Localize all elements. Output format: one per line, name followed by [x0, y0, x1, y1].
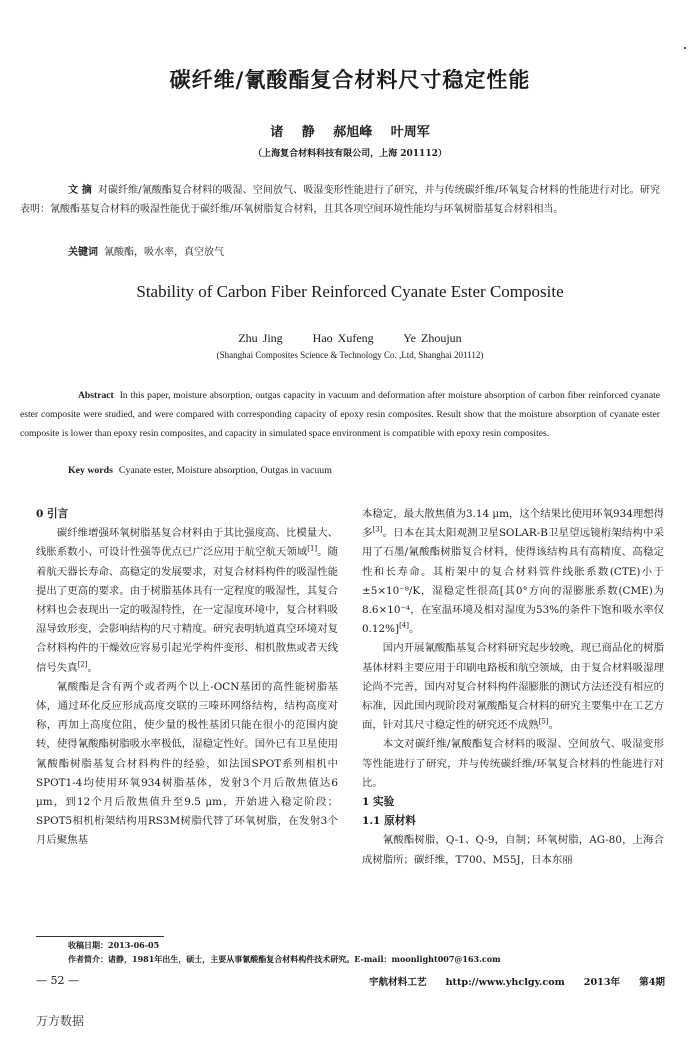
body-column-right [362, 505, 664, 870]
keywords-chinese [68, 243, 224, 258]
keywords-english [68, 465, 332, 476]
section-heading-intro: 0 引言 [36, 508, 69, 520]
keywords-chinese-label: 关键词 [68, 247, 98, 258]
paragraph: 碳纤维增强环氧树脂基复合材料由于其比强度高、比模量大、线胀系数小、可设计性强等优点已广泛应用于航空航天领域[1]。随着航天器长寿命、高稳定的发展要求，对复合材料构件的吸湿性能提出了更高的要求。由于树脂基体具有一定程度的吸湿性，其复合材料也会表现出一定的吸湿特性，在一定湿度环境中，复合材料吸湿导致形变，会影响结构的尺寸精度。研究表明轨道真空环境对复合材料构件的干燥效应容易引起光学构件变形、相机散焦或者天线信号失真[2]。 [36, 527, 339, 674]
paragraph: 氰酸酯树脂，Q-1、Q-9，自制；环氧树脂，AG-80，上海合成树脂所；碳纤维，T700、M55J，日本东丽 [362, 834, 664, 866]
keywords-english-text: Cyanate ester, Moisture absorption, Outgas in vacuum [118, 465, 332, 476]
authors-english: Zhu Jing Hao Xufeng Ye Zhoujun [238, 331, 462, 345]
paragraph: 氰酸酯是含有两个或者两个以上-OCN基团的高性能树脂基体，通过环化反应形成高度交联的三嗪环网络结构，结构高度对称，再加上高度位阻，使少量的极性基团只能在很小的范围内旋转，使得氰酸酯树脂吸水率极低，湿稳定性好。国外已有卫星使用氰酸酯树脂基复合材料构件的经验，如法国SPOT系列相机中SPOT1-4均使用环氧934树脂基体，发射3个月后散焦值达6 μm，到12个月后散焦值升至9.5 μm，开始进入稳定阶段；SPOT5相机桁架结构用RS3M树脂代替了环氧树脂，在发射3个月后聚焦基 [36, 680, 338, 847]
keywords-chinese-text: 氰酸酯，吸水率，真空放气 [104, 247, 224, 258]
abstract-chinese-label: 文 摘 [68, 185, 92, 196]
section-heading-experiment: 1 实验 [362, 796, 395, 809]
section-heading-materials: 1.1 原材料 [362, 815, 416, 828]
affiliation-chinese: （上海复合材料科技有限公司，上海 201112） [253, 149, 447, 159]
affiliation-english: (Shanghai Composites Science & Technology Co. ,Ltd, Shanghai 201112) [216, 350, 484, 360]
footnote-received: 收稿日期：2013-06-05 [68, 940, 160, 950]
abstract-english-label: Abstract [78, 390, 114, 401]
authors-chinese: 诸 静 郝旭峰 叶周军 [270, 125, 430, 140]
citation: [2] [77, 660, 88, 669]
footnote-divider [36, 936, 164, 937]
citation: [4] [399, 621, 409, 630]
citation: [1] [307, 544, 318, 553]
journal-footer: 宇航材料工艺 http://www.yhclgy.com 2013年 第4期 [369, 977, 665, 988]
abstract-english-text: In this paper, moisture absorption, outgas capacity in vacuum and deformation after moisture absorption of carbon fiber reinforced cyanate ester composite were studied, and were compared with corresponding capacity of epoxy resin composites. Result show that the moisture absorption of cyanate ester composite is lower than epoxy resin composites, and capacity in simulated space environment is compatible with epoxy resin composites. [20, 390, 660, 439]
body-column-left [36, 505, 338, 851]
page-number: — 52 — [36, 974, 79, 987]
title-english: Stability of Carbon Fiber Reinforced Cyanate Ester Composite [136, 282, 564, 301]
citation: [3] [372, 525, 383, 534]
watermark-text: 万方数据 [36, 1014, 85, 1028]
citation: [5] [538, 717, 549, 726]
paragraph: 本稳定，最大散焦值为3.14 μm，这个结果比使用环氧934理想得多[3]。日本在其太阳观测卫星SOLAR-B卫星望远镜桁架结构中采用了石墨/氰酸酯树脂复合材料，使得该结构具有高精度、高稳定性和长寿命。其桁架中的复合材料管件线胀系数(CTE)小于±5×10⁻⁸/K，湿稳定性很高[其0°方向的湿膨胀系数(CME)为8.6×10⁻⁴，在室温环境及相对湿度为53%的条件下饱和吸水率仅0.12%][4]。 [362, 508, 664, 636]
paragraph: 本文对碳纤维/氰酸酯复合材料的吸湿、空间放气、吸湿变形等性能进行了研究，并与传统碳纤维/环氧复合材料的性能进行对比。 [362, 738, 664, 789]
abstract-english [20, 386, 660, 443]
title-chinese: 碳纤维/氰酸酯复合材料尺寸稳定性能 [169, 67, 531, 92]
abstract-chinese [20, 181, 660, 219]
abstract-chinese-text: 对碳纤维/氰酸酯复合材料的吸湿、空间放气、吸湿变形性能进行了研究，并与传统碳纤维/环氧复合材料的性能进行对比。研究表明：氰酸酯基复合材料的吸湿性能优于碳纤维/环氧树脂复合材料，且其各项空间环境性能均与环氧树脂基复合材料相当。 [20, 185, 660, 215]
paragraph: 国内开展氰酸酯基复合材料研究起步较晚，现已商品化的树脂基体材料主要应用于印刷电路板和航空领域，由于复合材料吸湿理论尚不完善，国内对复合材料构件湿膨胀的测试方法还没有相应的标准，因此国内现阶段对氰酸酯复合材料的研究主要集中在工艺方面，针对其尺寸稳定性的研究还不成熟[5]。 [362, 642, 664, 732]
keywords-english-label: Key words [68, 465, 113, 476]
footnote-author: 作者简介：诸静，1981年出生，硕士，主要从事氰酸酯复合材料构件技术研究。E-mail：moonlight007@163.com [68, 954, 501, 964]
corner-mark [684, 47, 686, 49]
